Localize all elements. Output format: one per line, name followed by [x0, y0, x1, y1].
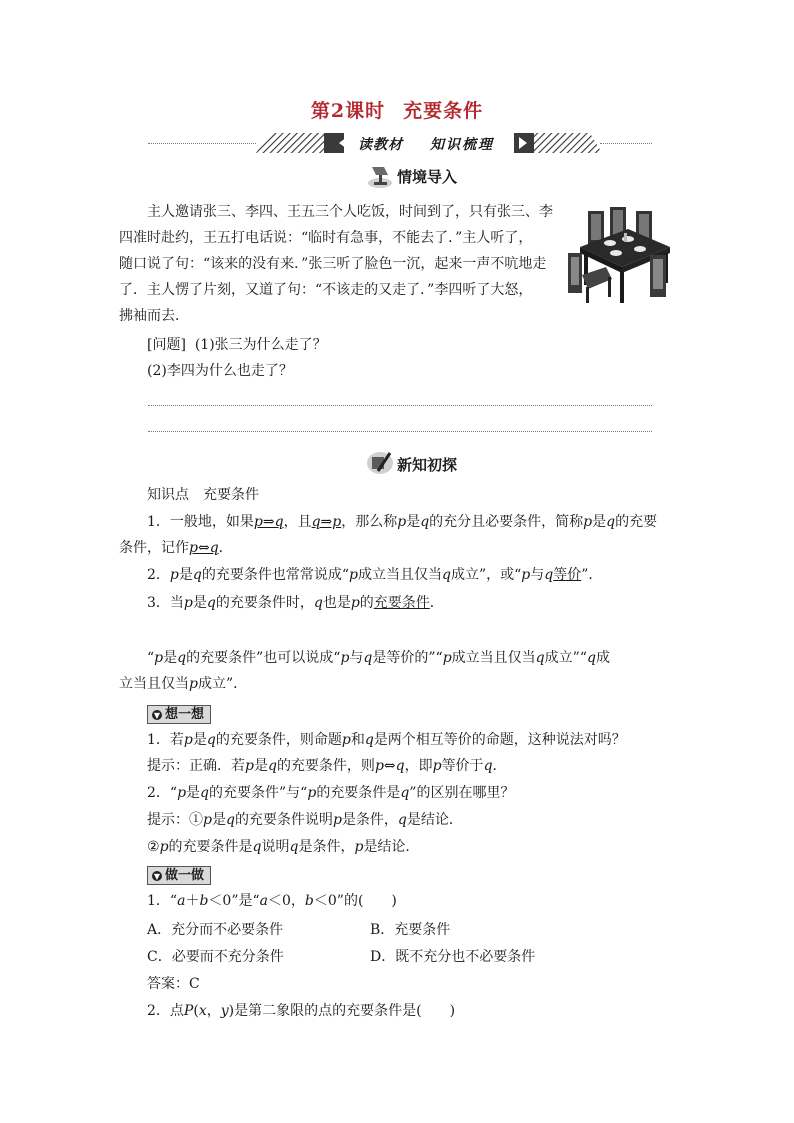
knowledge-note-line-1: “p是q的充要条件”也可以说成“p与q是等价的”“p成立当且仅当q成立”“q成	[147, 650, 610, 666]
question-label: [问题]	[147, 337, 186, 353]
think-answer-2a: 提示：①p是q的充要条件说明p是条件，q是结论．	[147, 812, 463, 828]
option-a: A．充分而不必要条件	[147, 922, 284, 938]
knowledge-heading: 知识点 充要条件	[147, 487, 259, 503]
knowledge-item-1: 1．一般地，如果p⇒q，且q⇒p，那么称p是q的充分且必要条件，简称p是q的充要	[147, 514, 658, 530]
banner-right-text: 知识梳理	[430, 137, 494, 153]
think-answer-1: 提示：正确．若p是q的充要条件，则p⇔q，即p等价于q．	[147, 758, 507, 774]
question-1: (1)张三为什么走了？	[194, 337, 327, 353]
think-tag: ▼ 想一想	[147, 705, 211, 724]
page-title	[0, 96, 794, 123]
option-b: B．充要条件	[370, 922, 451, 938]
pen-book-icon	[366, 449, 394, 475]
story-line-1: 主人邀请张三、李四、王五三个人吃饭，时间到了，只有张三、李	[147, 204, 553, 220]
banner-hatch-right	[534, 133, 602, 153]
triangle-down-icon: ▼	[153, 710, 161, 720]
banner-dotline-left	[148, 143, 256, 144]
knowledge-item-1-cont: 条件，记作p⇔q．	[119, 540, 233, 556]
dining-table-illustration	[566, 203, 678, 307]
exercise-question-2: 2．点P(x，y)是第二象限的点的充要条件是( )	[147, 1003, 456, 1019]
section-explore-label: 新知初探	[397, 456, 458, 474]
story-line-2: 四准时赴约，王五打电话说：“临时有急事，不能去了．”主人听了，	[119, 230, 533, 246]
question-line-1	[147, 337, 327, 353]
knowledge-item-3: 3．当p是q的充要条件时，q也是p的充要条件．	[147, 595, 444, 611]
answer-1: 答案：C	[147, 976, 200, 992]
lesson-number: 第2课时	[310, 100, 386, 122]
section-banner	[256, 131, 602, 155]
question-2: (2)李四为什么也走了？	[147, 363, 293, 379]
lesson-topic: 充要条件	[403, 100, 484, 122]
lamp-icon	[366, 163, 394, 189]
story-line-3: 随口说了句：“该来的没有来．”张三听了脸色一沉，起来一声不吭地走	[119, 256, 547, 272]
section-intro-label: 情境导入	[397, 168, 458, 186]
think-question-2: 2．“p是q的充要条件”与“p的充要条件是q”的区别在哪里？	[147, 785, 515, 801]
banner-dotline-right	[600, 143, 652, 144]
answer-line-2	[148, 431, 652, 432]
story-line-4: 了．主人愣了片刻，又道了句：“不该走的又走了．”李四听了大怒，	[119, 282, 533, 298]
answer-line-1	[148, 405, 652, 406]
triangle-down-icon: ▼	[153, 871, 161, 881]
option-d: D．既不充分也不必要条件	[370, 949, 536, 965]
think-question-1: 1．若p是q的充要条件，则命题p和q是两个相互等价的命题，这种说法对吗？	[147, 732, 626, 748]
think-answer-2b: ②p的充要条件是q说明q是条件，p是结论．	[147, 839, 420, 855]
knowledge-note-line-2: 立当且仅当p成立”．	[119, 676, 248, 692]
banner-left-text: 读教材	[358, 137, 403, 153]
doit-tag: ▼ 做一做	[147, 866, 211, 885]
exercise-question-1: 1．“a＋b＜0”是“a＜0，b＜0”的( )	[147, 893, 397, 909]
banner-hatch-left	[256, 133, 324, 153]
knowledge-item-2: 2．p是q的充要条件也常常说成“p成立当且仅当q成立”，或“p与q等价”．	[147, 567, 603, 583]
option-c: C．必要而不充分条件	[147, 949, 284, 965]
story-line-5: 拂袖而去．	[119, 308, 189, 324]
